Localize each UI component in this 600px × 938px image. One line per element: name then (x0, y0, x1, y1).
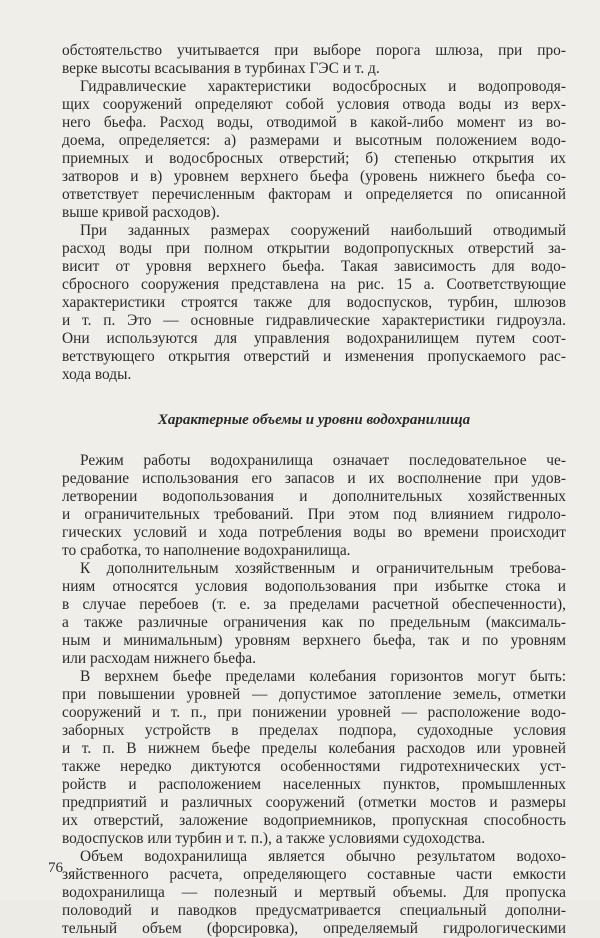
paragraph (62, 42, 566, 78)
text-line: Гидравлические характеристики водосбросных и водопроводя- (80, 78, 566, 95)
paragraph (62, 222, 566, 384)
text-line: Режим работы водохранилища означает последовательное че- (80, 452, 566, 469)
text-line: верке высоты всасывания в турбинах ГЭС и т. д. (62, 60, 380, 77)
text-line: летворении водопользования и дополнительных хозяйственных (62, 488, 566, 505)
text-line: него бьефа. Расход воды, отводимой в какой-либо момент из во- (62, 114, 566, 131)
text-line: Они используются для управления водохранилищем путем соот- (62, 330, 566, 347)
text-line: ниям относятся условия водопользования при избытке стока и (62, 578, 566, 595)
text-line: доема, определяется: а) размерами и высотным положением водо- (62, 132, 566, 149)
text-line: гических условий и хода потребления воды во времени происходит (62, 524, 566, 541)
text-line: приемных и водосбросных отверстий; б) степенью открытия их (62, 150, 566, 167)
text-line: тельный объем (форсировка), определяемый гидрологическими (62, 920, 566, 937)
text-line: ответствует перечисленным факторам и определяется по описанной (62, 186, 566, 203)
text-line: щих сооружений определяют собой условия отвода воды из верх- (62, 96, 566, 113)
page-number: 76 (48, 860, 63, 876)
text-line: затворов и в) уровнем верхнего бьефа (уровень нижнего бьефа со- (62, 168, 566, 185)
paragraph (62, 78, 566, 222)
text-line: и т. п. Это — основные гидравлические характеристики гидроузла. (62, 312, 566, 329)
text-line: В верхнем бьефе пределами колебания горизонтов могут быть: (80, 668, 566, 685)
text-line: также нередко диктуются особенностями гидротехнических уст- (62, 758, 566, 775)
text-line: Объем водохранилища является обычно результатом водохо- (80, 848, 566, 865)
text-line: водохранилища — полезный и мертвый объемы. Для пропуска (62, 884, 566, 901)
text-line: то сработка, то наполнение водохранилища. (62, 542, 351, 559)
paragraph (62, 560, 566, 668)
text-line: При заданных размерах сооружений наибольший отводимый (80, 222, 566, 239)
text-line: заборных устройств в пределах подпора, судоходные условия (62, 722, 566, 739)
text-line: и т. п. В нижнем бьефе пределы колебания расходов или уровней (62, 740, 566, 757)
text-line: сооружений и т. п., при понижении уровней — расположение водо- (62, 704, 566, 721)
paragraph (62, 452, 566, 560)
text-line: зяйственного расчета, определяющего составные части емкости (62, 866, 566, 883)
text-line: при повышении уровней — допустимое затопление земель, отметки (62, 686, 566, 703)
text-line: расход воды при полном открытии водопропускных отверстий за- (62, 240, 566, 257)
text-line: хода воды. (62, 366, 132, 383)
text-line: сбросного сооружения представлена на рис. 15 а. Соответствующие (62, 276, 566, 293)
text-line: ветствующего открытия отверстий и изменения пропускаемого рас- (62, 348, 566, 365)
text-line: а также различные ограничения как по предельным (максималь- (62, 614, 566, 631)
paragraph (62, 668, 566, 848)
text-line: в случае перебоев (т. е. за пределами расчетной обеспеченности), (62, 596, 566, 613)
text-line: ройств и расположением населенных пунктов, промышленных (62, 776, 566, 793)
text-line: ным и минимальным) уровням верхнего бьефа, так и по уровням (62, 632, 566, 649)
text-block-after-heading (62, 452, 566, 938)
text-line: водоспусков или турбин и т. п.), а также условиями судоходства. (62, 830, 486, 847)
text-block-before-heading (62, 42, 566, 384)
text-line: или расходам нижнего бьефа. (62, 650, 256, 667)
text-line: предприятий и различных сооружений (отметки мостов и размеры (62, 794, 566, 811)
text-line: половодий и паводков предусматривается специальный дополни- (62, 902, 566, 919)
text-line: характеристики строятся также для водоспусков, турбин, шлюзов (62, 294, 566, 311)
text-line: редование использования его запасов и их восполнение при удов- (62, 470, 566, 487)
paragraph (62, 848, 566, 938)
text-line: висит от уровня верхнего бьефа. Такая зависимость для водо- (62, 258, 566, 275)
text-line: их отверстий, заложение водоприемников, пропускная способность (62, 812, 566, 829)
text-line: обстоятельство учитывается при выборе порога шлюза, при про- (62, 42, 566, 59)
text-line: и ограничительных требований. При этом под влиянием гидроло- (62, 506, 566, 523)
text-line: К дополнительным хозяйственным и ограничительным требова- (80, 560, 566, 577)
text-line: выше кривой расходов). (62, 204, 220, 221)
section-heading: Характерные объемы и уровни водохранилища (157, 412, 471, 428)
